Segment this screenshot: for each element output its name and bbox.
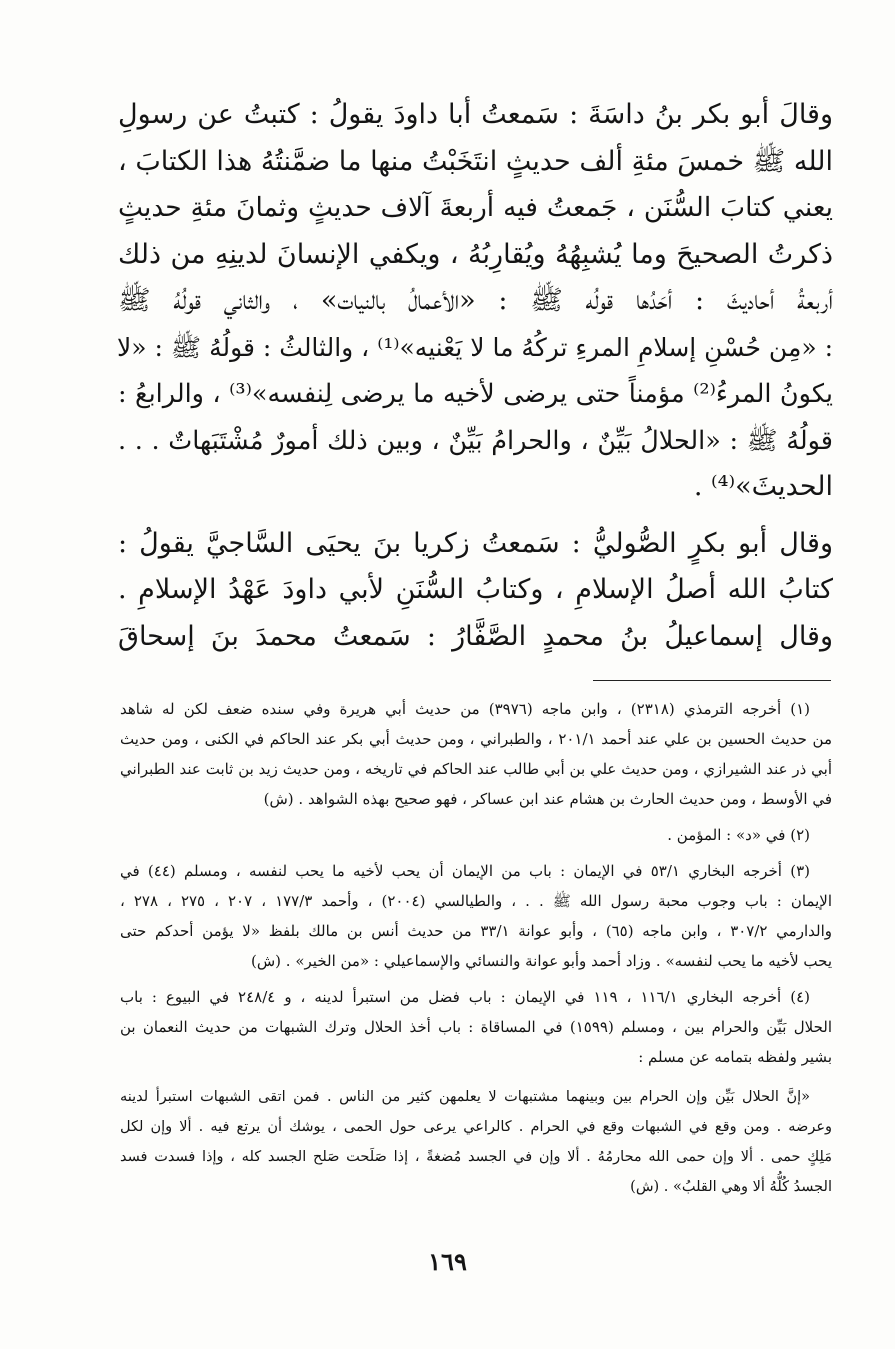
footnote-line: الحلال بَيِّن والحرام بين ، ومسلم (١٥٩٩) في المساقاة : باب أخذ الحلال وترك الشبهات من حديث النعمان بن xyxy=(120,1018,832,1036)
quote-line: وعرضه . ومن وقع في الشبهات وقع في الحرام . كالراعي يرعى حول الحمى ، يوشك أن يرتع فيه . ألا وإن لكل xyxy=(120,1119,832,1135)
footnote-2 xyxy=(120,820,832,850)
footnote-line: من حديث الحسين بن علي عند أحمد ٢٠١/١ ، والطبراني ، ومن حديث أبي بكر عند الحاكم في الكنى ، ومن حديث xyxy=(120,730,832,748)
footnote-1 xyxy=(120,694,832,814)
footnote-line: الإيمان : باب وجوب محبة رسول الله ﷺ . . ، والطيالسي (٢٠٠٤) ، وأحمد ١٧٧/٣ ، ٢٠٧ ، ٢٧٥ ، ٢٧٨ ، xyxy=(120,892,832,910)
hadith-quote xyxy=(120,1082,832,1202)
footnote-line: بشير ولفظه بتمامه عن مسلم : xyxy=(638,1048,832,1066)
main-text xyxy=(118,92,833,660)
text-line: وقالَ أبو بكر بنُ داسَةَ : سَمعتُ أبا داودَ يقولُ : كتبتُ عن رسولِ xyxy=(118,99,833,130)
footnote-line: في الأوسط ، ومن حديث الحارث بن هشام عند ابن عساكر ، فهو صحيح بهذه الشواهد . (ش) xyxy=(263,790,832,808)
footnote-line: (٤) أخرجه البخاري ١١٦/١ ، ١١٩ في الإيمان : باب فضل من استبرأ لدينه ، و ٢٤٨/٤ في البيوع : باب xyxy=(120,988,810,1006)
footnote-line: يحب لأخيه ما يحب لنفسه» . وزاد أحمد وأبو عوانة والنسائي والإسماعيلي : «من الخير» . (ش) xyxy=(251,952,832,970)
text-line: يكونُ المرءُ⁽²⁾ مؤمناً حتى يرضى لأخيه ما يرضى لِنفسه»⁽³⁾ ، والرابعُ : xyxy=(118,379,833,409)
footnote-line: أبي ذر عند الشيرازي ، ومن حديث علي بن أبي طالب عند الحاكم في تاريخه ، ومن حديث زيد بن ثابت عند الطبراني xyxy=(120,760,832,778)
footnotes xyxy=(120,694,832,1208)
quote-line: مَلِكٍ حمى . ألا وإن حمى الله محارمُهُ . ألا وإن في الجسد مُضغةً ، إذا صَلَحت صَلح الجسد كله ، وإذا فسدت فسد xyxy=(120,1149,832,1165)
page-number: ١٦٩ xyxy=(428,1247,467,1276)
footnote-line: (٢) في «د» : المؤمن . xyxy=(667,826,810,844)
text-line: قولُهُ ﷺ : «الحلالُ بَيِّنٌ ، والحرامُ بَيِّنٌ ، وبين ذلك أمورٌ مُشْتَبَهاتٌ . . . xyxy=(118,425,833,456)
text-line: وقال إسماعيلُ بنُ محمدٍ الصَّفَّارُ : سَمعتُ محمدَ بنَ إسحاقَ xyxy=(118,620,833,652)
paragraph-abu-bakr-ibn-dasa xyxy=(118,92,833,511)
text-line: الله ﷺ خمسَ مئةِ ألف حديثٍ انتَخَبْتُ منها ما ضمَّنتُهُ هذا الكتابَ ، xyxy=(118,145,833,177)
text-line: وقال أبو بكرٍ الصُّوليُّ : سَمعتُ زكريا بنَ يحيَى السَّاجيَّ يقولُ : xyxy=(118,527,833,559)
footnote-line: (١) أخرجه الترمذي (٢٣١٨) ، وابن ماجه (٣٩٧٦) من حديث أبي هريرة وفي سنده ضعف لكن له شاهد xyxy=(120,700,810,718)
footnote-divider xyxy=(593,680,831,681)
footnote-3 xyxy=(120,856,832,976)
text-line: يعني كتابَ السُّنَن ، جَمعتُ فيه أربعةَ آلاف حديثٍ وثمانَ مئةِ حديثٍ xyxy=(118,192,833,223)
text-line: الحديثَ»⁽⁴⁾ . xyxy=(693,471,833,502)
text-line: أربعةُ أحاديثَ : أحَدُها قولُه ﷺ : «الأعمالُ بالنيات» ، والثاني قولُهُ ﷺ xyxy=(118,285,833,316)
quote-line: «إنَّ الحلال بَيِّن وإن الحرام بين وبينهما مشتبهات لا يعلمهن كثير من الناس . فمن اتقى الشبهات استبرأ لدينه xyxy=(120,1089,810,1105)
text-line: كتابُ الله أصلُ الإسلامِ ، وكتابُ السُّنَنِ لأبي داودَ عَهْدُ الإسلامِ . xyxy=(118,574,833,605)
quote-line: الجسدُ كُلُّهُ ألا وهي القلبُ» . (ش) xyxy=(630,1179,832,1195)
footnote-line: (٣) أخرجه البخاري ٥٣/١ في الإيمان : باب من الإيمان أن يحب لأخيه ما يحب لنفسه ، ومسلم (٤٤) في xyxy=(120,862,810,880)
footnote-4 xyxy=(120,982,832,1072)
text-line: ذكرتُ الصحيحَ وما يُشبِهُهُ ويُقارِبُهُ ، ويكفي الإنسانَ لدينِهِ من ذلك xyxy=(118,238,833,270)
paragraph-al-suli xyxy=(118,521,833,661)
text-line: : «مِن حُسْنِ إسلامِ المرءِ تركُهُ ما لا يَعْنيه»⁽¹⁾ ، والثالثُ : قولُهُ ﷺ : «لا xyxy=(117,332,833,362)
footnote-line: والدارمي ٣٠٧/٢ ، وابن ماجه (٦٥) ، وأبو عوانة ٣٣/١ من حديث أنس بن مالك بلفظ «لا يؤمن أحدكم حتى xyxy=(120,922,832,940)
